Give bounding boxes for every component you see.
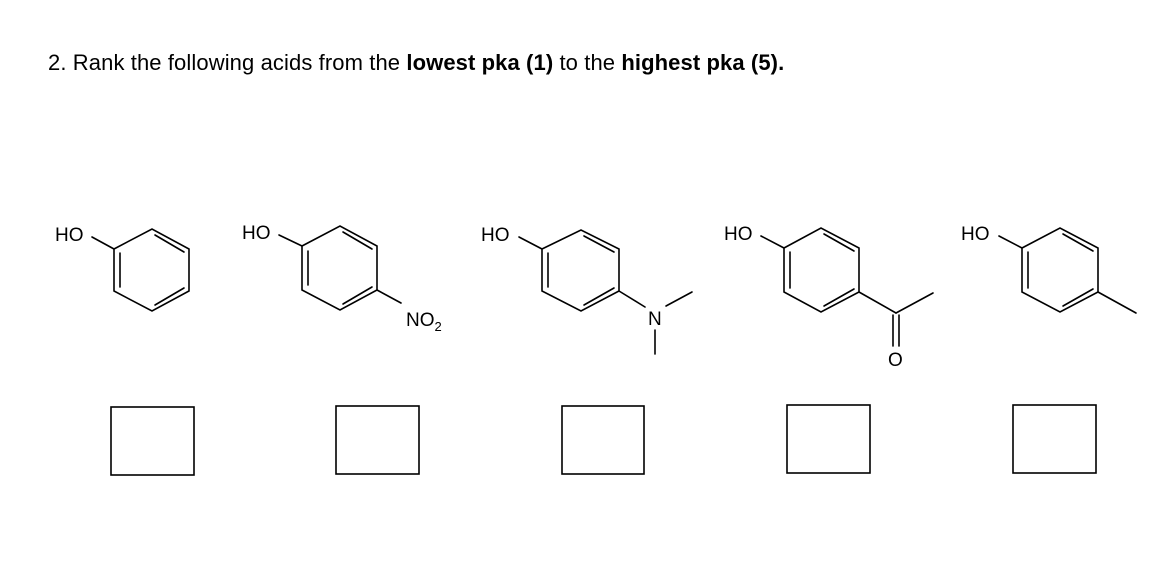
molecule-4-hydroxyacetophenone [724, 224, 933, 371]
nitrogen-label: N [648, 309, 662, 330]
molecule-4-dimethylaminophenol [481, 225, 692, 354]
question-number: 2. [48, 50, 67, 75]
hydroxyl-label: HO [724, 224, 753, 245]
molecule-4-methylphenol [961, 224, 1136, 313]
rank-box-4-hydroxyacetophenone[interactable] [787, 405, 870, 473]
benzene-ring [1022, 228, 1098, 312]
lowest-pka-emphasis: lowest pka (1) [406, 50, 554, 75]
rank-box-4-nitrophenol[interactable] [336, 406, 419, 474]
benzene-ring [302, 226, 377, 310]
molecule-4-nitrophenol [242, 223, 442, 334]
highest-pka-emphasis: highest pka (5). [621, 50, 785, 75]
benzene-ring [114, 229, 189, 311]
question-text: Rank the following acids from the [72, 50, 401, 75]
benzene-ring [542, 230, 619, 311]
hydroxyl-label: HO [242, 223, 271, 244]
rank-box-phenol[interactable] [111, 407, 194, 475]
hydroxyl-label: HO [961, 224, 990, 245]
benzene-ring [784, 228, 859, 312]
nitro-label: $NO_2$ [406, 310, 442, 334]
hydroxyl-label: HO [481, 225, 510, 246]
molecule-phenol [55, 225, 189, 311]
rank-box-4-dimethylaminophenol[interactable] [562, 406, 644, 474]
hydroxyl-label: HO [55, 225, 84, 246]
carbonyl-oxygen-label: O [888, 350, 903, 371]
rank-box-4-methylphenol[interactable] [1013, 405, 1096, 473]
question-text-middle: to the [559, 50, 616, 75]
